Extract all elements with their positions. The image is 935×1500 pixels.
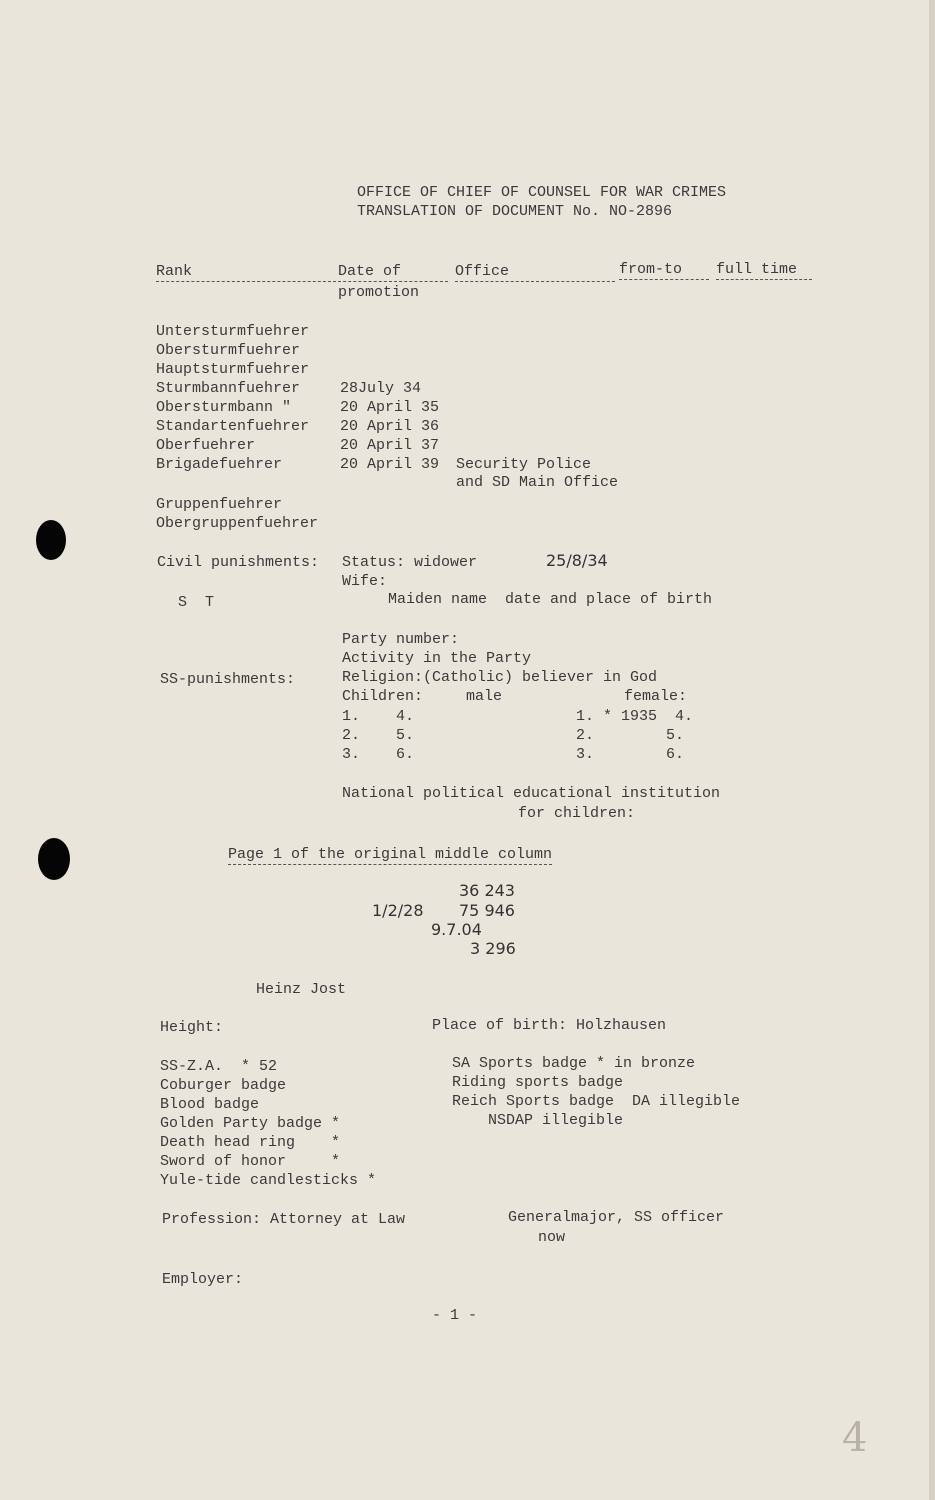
child-row-female: 3. 6.: [576, 746, 685, 763]
promotion-date: 28July 34: [340, 380, 422, 397]
religion: Religion:(Catholic) believer in God: [342, 669, 658, 686]
award-left: Death head ring *: [160, 1134, 341, 1151]
paper-right-edge: [929, 0, 935, 1500]
children-label: Children:: [342, 688, 424, 705]
col-promotion: promotion: [338, 284, 420, 301]
rank-name: Gruppenfuehrer: [156, 496, 283, 513]
st-mark: S T: [178, 594, 215, 611]
page-number: - 1 -: [432, 1307, 478, 1324]
wife: Wife:: [342, 573, 388, 590]
office-value-cont: and SD Main Office: [456, 474, 619, 491]
award-left: SS-Z.A. * 52: [160, 1058, 278, 1075]
napola-line-1: National political educational institution: [342, 785, 721, 802]
child-row-male: 1. 4.: [342, 708, 415, 725]
col-office: Office: [455, 262, 615, 282]
header-line-1: OFFICE OF CHIEF OF COUNSEL FOR WAR CRIMES: [357, 184, 727, 201]
orig-birthdate: 9.7.04: [431, 920, 482, 939]
punch-hole-bottom: [38, 838, 70, 880]
col-date-of: Date of: [338, 262, 448, 282]
rank-name: Hauptsturmfuehrer: [156, 361, 310, 378]
punch-hole-top: [36, 520, 66, 560]
office-value: Security Police: [456, 456, 592, 473]
party-activity: Activity in the Party: [342, 650, 532, 667]
rank-name: Obersturmfuehrer: [156, 342, 301, 359]
children-female-label: female:: [624, 688, 688, 705]
child-row-female: 1. * 1935 4.: [576, 708, 694, 725]
party-number: Party number:: [342, 631, 460, 648]
award-right: Riding sports badge: [452, 1074, 624, 1091]
place-of-birth: Place of birth: Holzhausen: [432, 1017, 667, 1034]
civil-punishments-label: Civil punishments:: [157, 554, 320, 571]
rank-name: Obergruppenfuehrer: [156, 515, 319, 532]
status-date: 25/8/34: [546, 551, 608, 570]
award-right: Reich Sports badge DA illegible: [452, 1093, 741, 1110]
orig-date: 1/2/28: [372, 901, 424, 920]
status: Status: widower: [342, 554, 478, 571]
rank-general-line-2: now: [538, 1229, 566, 1246]
promotion-date: 20 April 35: [340, 399, 440, 416]
award-left: Yule-tide candlesticks *: [160, 1172, 377, 1189]
original-heading: Page 1 of the original middle column: [228, 846, 553, 863]
child-row-male: 3. 6.: [342, 746, 415, 763]
promotion-date: 20 April 36: [340, 418, 440, 435]
child-row-female: 2. 5.: [576, 727, 685, 744]
rank-name: Brigadefuehrer: [156, 456, 283, 473]
award-right: SA Sports badge * in bronze: [452, 1055, 696, 1072]
rank-general-line-1: Generalmajor, SS officer: [508, 1209, 725, 1226]
ss-punishments-label: SS-punishments:: [160, 671, 296, 688]
children-male-label: male: [466, 688, 503, 705]
orig-number-4: 3 296: [470, 939, 516, 958]
promotion-date: 20 April 39: [340, 456, 440, 473]
height-label: Height:: [160, 1019, 224, 1036]
award-left: Sword of honor *: [160, 1153, 341, 1170]
rank-name: Oberfuehrer: [156, 437, 256, 454]
col-full-time: full time: [716, 260, 812, 280]
rank-name: Sturmbannfuehrer: [156, 380, 301, 397]
col-from-to: from-to: [619, 260, 709, 280]
award-left: Golden Party badge *: [160, 1115, 341, 1132]
rank-name: Obersturmbann ": [156, 399, 292, 416]
rank-name: Standartenfuehrer: [156, 418, 310, 435]
header-line-2: TRANSLATION OF DOCUMENT No. NO-2896: [357, 203, 673, 220]
orig-number-2: 75 946: [459, 901, 515, 920]
napola-line-2: for children:: [518, 805, 636, 822]
pencil-page-mark: 4: [842, 1415, 868, 1461]
award-left: Coburger badge: [160, 1077, 287, 1094]
orig-number-1: 36 243: [459, 881, 515, 900]
maiden-name: Maiden name date and place of birth: [388, 591, 713, 608]
profession: Profession: Attorney at Law: [162, 1211, 406, 1228]
child-row-male: 2. 5.: [342, 727, 415, 744]
award-left: Blood badge: [160, 1096, 260, 1113]
employer-label: Employer:: [162, 1271, 244, 1288]
rank-name: Untersturmfuehrer: [156, 323, 310, 340]
promotion-date: 20 April 37: [340, 437, 440, 454]
person-name: Heinz Jost: [256, 981, 347, 998]
col-rank: Rank: [156, 262, 336, 282]
award-right: NSDAP illegible: [452, 1112, 624, 1129]
